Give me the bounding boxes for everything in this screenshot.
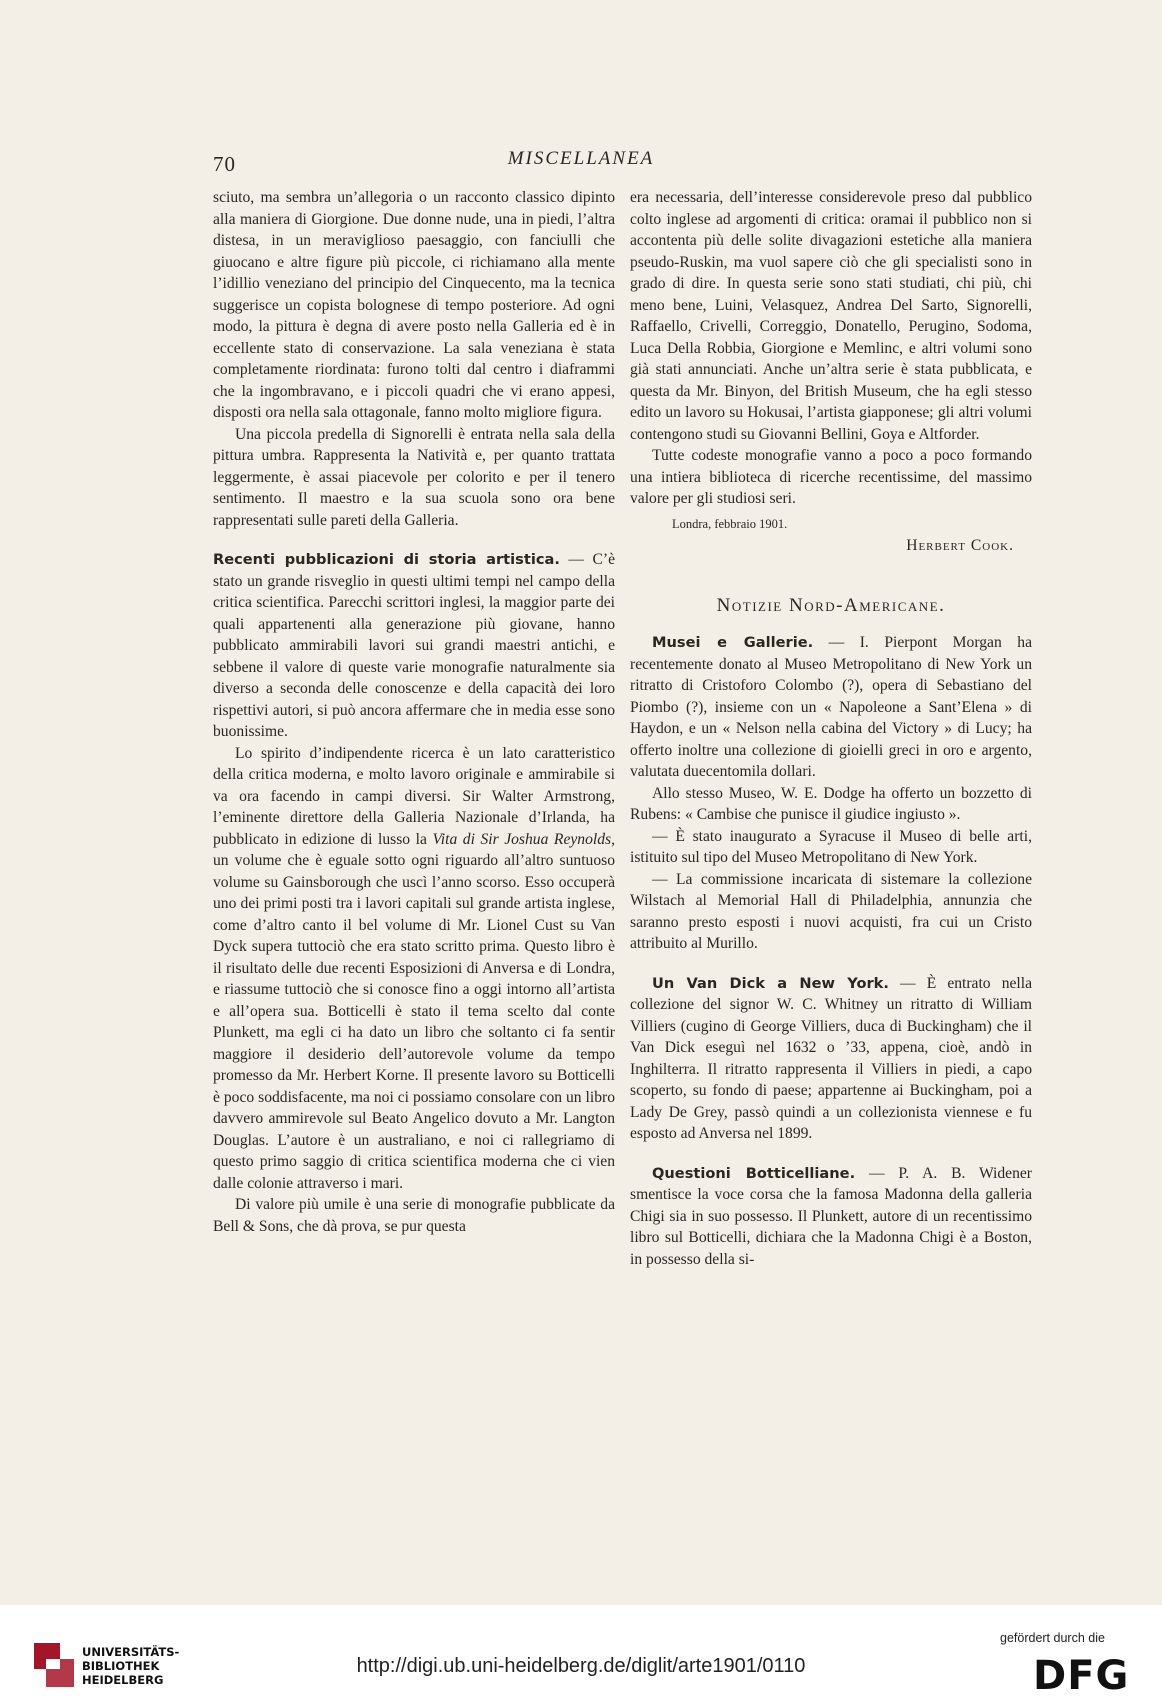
section-title: Notizie Nord-Americane.	[716, 594, 946, 616]
section-heading: Questioni Botticelliane.	[652, 1164, 856, 1182]
paragraph-van-dick	[630, 973, 1032, 1145]
paragraph: Allo stesso Museo, W. E. Dodge ha offerto un bozzetto di Rubens: « Cambise che punisce il giudice ingiusto ».	[630, 784, 1032, 823]
library-name-line: UNIVERSITÄTS-	[82, 1645, 180, 1659]
paragraph-recenti-pubblicazioni	[213, 549, 615, 743]
library-name-line: BIBLIOTHEK	[82, 1659, 160, 1673]
paragraph-botticelli	[630, 1163, 1032, 1271]
paragraph-musei	[630, 632, 1032, 783]
permalink-url[interactable]: http://digi.ub.uni-heidelberg.de/diglit/arte1901/0110	[356, 1655, 806, 1677]
dfg-logo[interactable]: DFG	[1033, 1653, 1130, 1699]
paragraph-text: Lo spirito d’indipendente ricerca è un lato caratteristico della critica moderna, e molto lavoro originale e ammirabile si va ora facendo in campi diversi. Sir Walter Armstrong, l’eminente direttore della Galleria Nazionale d’Irlanda, ha pubblicato in edizione di lusso la	[213, 744, 615, 848]
paragraph-text: un volume che è eguale sotto ogni riguardo all’altro suntuoso volume su Gainsborough che uscì l’anno scorso. Esso occuperà uno dei primi posti tra i lavori capitali sul grande artista inglese, come d’altro canto il bel volume di Mr. Lionel Cust su Van Dyck supera tuttociò che era stato scritto prima. Questo libro è il risultato delle due recenti Esposizioni di Anversa e di Londra, e riassume tuttociò che si conosce fino a oggi intorno all’artista e all’opera sua. Botticelli è stato il tema scelto dal conte Plunkett, ma egli ci ha dato un libro che soltanto ci fa sentir maggiore il desiderio dell’autorevole volume da tempo promesso da Mr. Herbert Korne. Il presente lavoro su Botticelli è poco soddisfacente, ma noi ci possiamo consolare con un libro davvero ammirevole sul Beato Angelico dovuto a Mr. Langton Douglas. L’autore è un australiano, e noi ci rallegriamo di questo primo saggio di critica scientifica moderna che ci vien dalle colonie attraverso i mari.	[213, 852, 615, 1192]
right-column	[630, 187, 1032, 1270]
digitization-footer	[0, 1605, 1162, 1704]
paragraph	[213, 743, 615, 1195]
paragraph: Una piccola predella di Signorelli è entrata nella sala della pittura umbra. Rappresenta la Natività e, per quanto trattata leggermente, è assai piacevole per colorito e per il tenero sentimento. Il maestro e la sua scuola sono ora bene rappresentati sulle pareti della Galleria.	[213, 425, 615, 529]
section-heading: Musei e Gallerie.	[652, 634, 814, 651]
dateline: Londra, febbraio 1901.	[672, 516, 788, 531]
paragraph-text: — C’è stato un grande risveglio in questi ultimi tempi nel campo della critica scientifica. Parecchi scrittori inglesi, la maggior parte dei quali appartenenti alla generazione più giovane, hanno pubblicato ammirabili lavori sui grandi maestri antichi, e sebbene il valore di queste varie monografie naturalmente sia diverso a seconda delle conoscenze e della capacità dei loro rispettivi autori, si può ancora affermare che in media esse sono buonissime.	[213, 551, 615, 740]
paragraph-text: — I. Pierpont Morgan ha recentemente donato al Museo Metropolitano di New York un ritratto di Cristoforo Colombo (?), opera di Sebastiano del Piombo (?), insieme con un « Napoleone a Sant’Elena » di Haydon, e un « Nelson nella cabina del Victory » di Lucy; ha offerto inoltre una collezione di gioielli greci in oro e argento, valutata duecentomila dollari.	[630, 634, 1032, 780]
paragraph: Di valore più umile è una serie di monografie pubblicate da Bell & Sons, che dà prova, se pur questa	[213, 1196, 615, 1235]
page-number: 70	[213, 152, 236, 176]
dfg-caption: gefördert durch die	[1000, 1631, 1105, 1645]
section-heading: Un Van Dick a New York.	[652, 974, 889, 992]
book-title: Vita di Sir Joshua Reynolds,	[432, 830, 615, 848]
paragraph: era necessaria, dell’interesse considerevole preso dal pubblico colto inglese ad argomenti di critica: oramai il pubblico non si accontenta più delle solite divagazioni estetiche alla maniera pseudo-Ruskin, ma vuol sapere ciò che gli specialisti sono in grado di dire. In questa serie sono stati studiati, chi più, chi meno bene, Luini, Velasquez, Andrea Del Sarto, Signorelli, Raffaello, Crivelli, Correggio, Donatello, Perugino, Sodoma, Luca Della Robbia, Giorgione e Memlinc, e altri volumi sono già stati annunciati. Anche un’altra serie è stata pubblicata, e questa da Mr. Binyon, del British Museum, che ha egli stesso edito un lavoro su Hokusai, l’artista giapponese; gli altri volumi contengono studi su Giovanni Bellini, Goya e Altforder.	[630, 189, 1032, 443]
paragraph-text: — È entrato nella collezione del signor W. C. Whitney un ritratto di William Villiers (cugino di George Villiers, duca di Buckingham) che il Van Dick eseguì nel 1632 o ’33, appena, cioè, andò in Inghilterra. Il ritratto rappresenta il Villiers in piedi, a capo scoperto, su fondo di paese; appartenne ai Buckingham, poi a Lady De Grey, passò quindi a un collezionista viennese e fu esposto ad Anversa nel 1899.	[630, 974, 1032, 1142]
paragraph: Tutte codeste monografie vanno a poco a poco formando una intiera biblioteca di ricerche recentissime, del massimo valore per gli studiosi seri.	[630, 447, 1032, 507]
paragraph: sciuto, ma sembra un’allegoria o un racconto classico dipinto alla maniera di Giorgione. Due donne nude, una in piedi, l’altra distesa, in un meraviglioso paesaggio, con fanciulli che giuocano e altre figure più piccole, ci richiamano alla mente l’idillio veneziano del principio del Cinquecento, ma la tecnica suggerisce un copista bolognese di tempo posteriore. Ad ogni modo, la pittura è degna di avere posto nella Galleria ed è in eccellente stato di conservazione. La sala veneziana è stata completamente riordinata: furono tolti dal centro i diaframmi che la ingombravano, e i piccoli quadri che vi erano appesi, disposti ora nella sala ottagonale, fanno molto migliore figura.	[213, 189, 615, 421]
paragraph: — È stato inaugurato a Syracuse il Museo di belle arti, istituito sul tipo del Museo Metropolitano di New York.	[630, 827, 1032, 866]
section-heading: Recenti pubblicazioni di storia artistica.	[213, 551, 560, 568]
author-signature: Herbert Cook.	[906, 537, 1014, 554]
library-name-line: HEIDELBERG	[82, 1673, 164, 1687]
running-head: MISCELLANEA	[507, 148, 655, 169]
paragraph: — La commissione incaricata di sistemare la collezione Wilstach al Memorial Hall di Philadelphia, annunzia che saranno presto esposti i nuovi acquisti, fra cui un Cristo attribuito al Murillo.	[630, 870, 1032, 952]
paragraph-text: — P. A. B. Widener smentisce la voce corsa che la famosa Madonna della galleria Chigi sia in suo possesso. Il Plunkett, autore di un recentissimo libro sul Botticelli, dichiara che la Madonna Chigi è a Boston, in possesso della si-	[630, 1164, 1032, 1268]
left-column	[213, 187, 615, 1237]
